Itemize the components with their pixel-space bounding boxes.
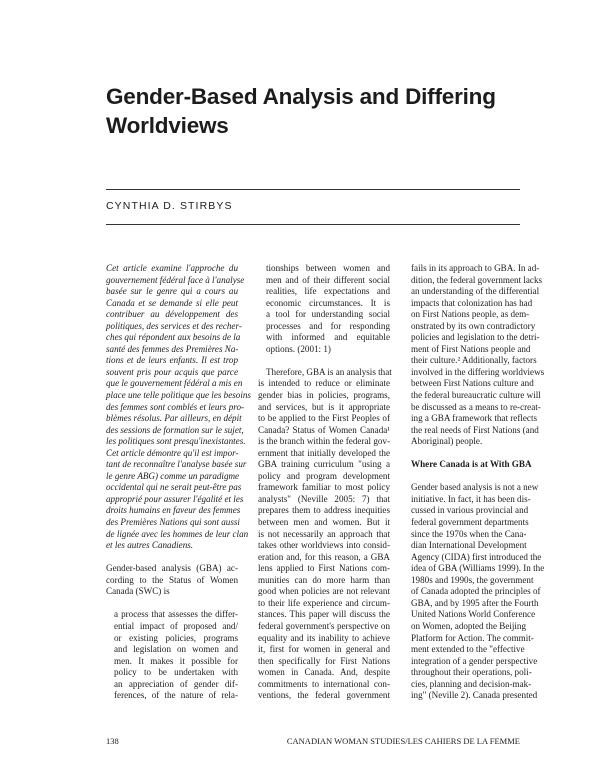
- journal-name: CANADIAN WOMAN STUDIES/LES CAHIERS DE LA FEMME: [286, 736, 520, 746]
- text-line: politiques, des services et des recher-: [106, 320, 242, 331]
- text-line: policy to be undertaken with: [114, 667, 238, 678]
- column-middle: [258, 263, 390, 702]
- text-line: idea of GBA (Williams 1999). In the: [411, 563, 545, 574]
- article-title: [106, 82, 526, 140]
- text-line: a process that assesses the differ-: [114, 609, 238, 620]
- text-line: between First Nations culture and: [411, 378, 534, 389]
- text-line: and legislation on women and: [114, 644, 238, 655]
- text-line: Canada et se demande si elle peut: [106, 297, 238, 308]
- text-line: GBA, and by 1995 after the Fourth: [411, 597, 539, 608]
- text-line: gender bias in policies, programs,: [258, 390, 390, 401]
- text-line: blèmes résolus. Par ailleurs, en dépit: [106, 413, 242, 424]
- text-line: des femmes sont comblés et leurs pro-: [106, 401, 245, 412]
- text-line: takes other worldviews into consid-: [258, 540, 390, 551]
- text-line: men. It makes it possible for: [114, 655, 238, 666]
- text-line: United Nations World Conference: [411, 609, 536, 620]
- text-line: eration and, for this reason, a GBA: [258, 551, 390, 562]
- text-line: tionships between women and: [266, 263, 390, 273]
- author-rule: [106, 224, 520, 225]
- text-line: women in Canada. And, despite: [258, 667, 390, 678]
- text-line: good when policies are not relevant: [258, 586, 390, 597]
- text-line: dian International Development: [411, 540, 527, 551]
- text-line: Therefore, GBA is an analysis that: [266, 366, 392, 377]
- text-line: lens applied to First Nations com-: [258, 563, 390, 574]
- text-line: the federal bureaucratic culture will: [411, 390, 541, 401]
- text-line: ential impact of proposed and/: [114, 620, 238, 631]
- text-line: realities, life expectations and: [266, 286, 390, 297]
- text-line: initiative. In fact, it has been dis-: [411, 493, 531, 504]
- text-line: ches qui répondent aux besoins de la: [106, 332, 241, 343]
- text-line: basée sur le genre qui a cours au: [106, 286, 238, 297]
- text-line: tant de reconnaître l'analyse basée sur: [106, 459, 247, 470]
- text-line: cies, planning and decision-mak-: [411, 678, 532, 689]
- text-line: Canada? Status of Women Canada¹: [258, 424, 390, 435]
- text-line: ventions, the federal government: [258, 690, 390, 701]
- text-line: or existing policies, programs: [114, 632, 238, 643]
- text-line: Canada (SWC) is: [106, 586, 170, 597]
- header-rule: [106, 189, 520, 190]
- text-line: an understanding of the differential: [411, 286, 540, 297]
- text-line: Gender based analysis is not a new: [411, 482, 539, 493]
- text-line: [106, 552, 238, 564]
- text-line: a tool for understanding social: [266, 309, 390, 320]
- text-line: is not necessarily an approach that: [258, 528, 390, 539]
- column-left: [106, 263, 251, 702]
- text-line: GBA training curriculum "using a: [258, 459, 390, 470]
- text-line: le genre ABG) comme un paradigme: [106, 470, 240, 481]
- text-line: les politiques sont presqu'inexistantes.: [106, 436, 246, 447]
- text-line: framework familiar to most policy: [258, 482, 390, 493]
- text-line: Aboriginal) people.: [411, 436, 483, 447]
- text-line: prepares them to address inequities: [258, 505, 390, 516]
- column-right: [411, 263, 545, 702]
- text-line: is the branch within the federal gov-: [258, 436, 390, 447]
- text-line: is intended to reduce or eliminate: [258, 378, 390, 389]
- text-line: on First Nations people, as dem-: [411, 309, 530, 320]
- text-line: des sessions de formation sur le sujet,: [106, 424, 244, 435]
- text-line: des Premières Nations qui sont aussi: [106, 517, 240, 528]
- text-line: ernment that initially developed the: [258, 447, 390, 458]
- text-line: federal government's perspective on: [258, 620, 390, 631]
- text-line: to their life experience and circum-: [258, 597, 390, 608]
- text-line: onstrated by its own contradictory: [411, 320, 536, 331]
- text-line: tions et de leurs enfants. Il est trop: [106, 355, 238, 366]
- text-line: ment of First Nations people and: [411, 343, 531, 354]
- text-line: gouvernement fédéral face à l'analyse: [106, 274, 245, 285]
- text-line: que le gouvernement fédéral a mis en: [106, 378, 243, 389]
- text-line: policies and legislation to the detri-: [411, 332, 540, 343]
- text-line: contribuer au développement des: [106, 309, 238, 320]
- text-line: Cet article examine l'approche du: [106, 263, 238, 273]
- text-line: [411, 471, 522, 483]
- text-line: then specifically for First Nations: [258, 655, 390, 666]
- text-line: the real needs of First Nations (and: [411, 424, 539, 435]
- text-line: it, first for women in general and: [258, 644, 390, 655]
- text-line: impacts that colonization has had: [411, 297, 533, 308]
- text-line: options. (2001: 1): [266, 343, 331, 354]
- text-line: stances. This paper will discuss the: [258, 609, 390, 620]
- text-line: of Canada adopted the principles of: [411, 586, 541, 597]
- text-line: an appreciation of gender dif-: [114, 678, 238, 689]
- text-line: to be applied to the First Peoples of: [258, 413, 390, 424]
- text-line: place une telle politique que les besoins: [106, 390, 251, 401]
- text-line: equality and its inability to achieve: [258, 632, 390, 643]
- text-line: [258, 355, 390, 367]
- text-line: ferences, of the nature of rela-: [114, 690, 238, 701]
- text-line: their culture.² Additionally, factors: [411, 355, 537, 366]
- text-line: occidental qui ne serait peut-être pas: [106, 482, 242, 493]
- text-line: droits humains en faveur des femmes: [106, 505, 241, 516]
- text-line: processes and for responding: [266, 320, 390, 331]
- title-line-1: Gender-Based Analysis and Differing: [106, 84, 496, 109]
- text-line: approprié pour assurer l'égalité et les: [106, 493, 244, 504]
- title-line-2: Worldviews: [106, 113, 229, 138]
- text-line: with informed and equitable: [266, 332, 390, 343]
- text-line: commitments to international con-: [258, 678, 390, 689]
- author-name: CYNTHIA D. STIRBYS: [106, 200, 233, 212]
- text-line: integration of a gender perspective: [411, 655, 538, 666]
- text-line: Cet article démontre qu'il est impor-: [106, 447, 239, 458]
- text-line: policy and program development: [258, 470, 390, 481]
- text-line: Platform for Action. The commit-: [411, 632, 534, 643]
- text-line: ing" (Neville 2). Canada presented: [411, 690, 538, 701]
- text-line: and services, but is it appropriate: [258, 401, 390, 412]
- text-line: cording to the Status of Women: [106, 574, 238, 585]
- text-line: ing a GBA framework that reflects: [411, 413, 538, 424]
- section-heading: Where Canada is at With GBA: [411, 459, 532, 470]
- text-line: Agency (CIDA) first introduced the: [411, 551, 542, 562]
- text-line: santé des femmes des Premières Na-: [106, 343, 239, 354]
- text-line: souvent pris pour acquis que parce: [106, 366, 238, 377]
- text-line: cussed in various provincial and: [411, 505, 529, 516]
- text-line: involved in the differing worldviews: [411, 366, 545, 377]
- text-line: throughout their operations, poli-: [411, 667, 532, 678]
- text-line: [411, 448, 522, 460]
- text-line: economic circumstances. It is: [266, 297, 390, 308]
- text-line: federal government departments: [411, 517, 529, 528]
- text-line: munities can do more harm than: [258, 574, 390, 585]
- text-line: Gender-based analysis (GBA) ac-: [106, 563, 238, 574]
- text-line: 1980s and 1990s, the government: [411, 574, 534, 585]
- text-line: fails in its approach to GBA. In ad-: [411, 263, 540, 273]
- text-line: since the 1970s when the Cana-: [411, 528, 527, 539]
- page-number: 138: [106, 736, 119, 746]
- text-line: analysts" (Neville 2005: 7) that: [258, 493, 390, 504]
- text-line: de lignée avec les hommes de leur clan: [106, 528, 249, 539]
- text-line: ment extended to the "effective: [411, 644, 525, 655]
- text-line: on Women, adopted the Beijing: [411, 620, 527, 631]
- text-line: [106, 598, 238, 610]
- text-line: be discussed as a means to re-creat-: [411, 401, 541, 412]
- text-line: between men and women. But it: [258, 517, 390, 528]
- text-line: men and of their different social: [266, 274, 390, 285]
- text-line: dition, the federal government lacks: [411, 274, 543, 285]
- text-line: et les autres Canadiens.: [106, 540, 194, 551]
